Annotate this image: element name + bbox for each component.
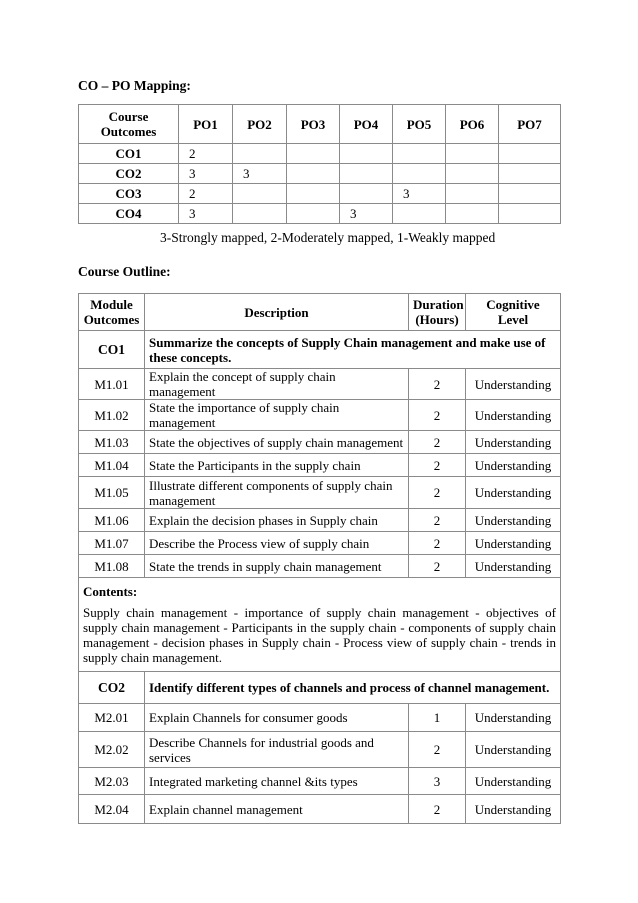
module-cognitive-level: Understanding — [466, 704, 561, 732]
module-description: Illustrate different components of supply chain management — [145, 477, 409, 509]
module-id: M1.07 — [79, 532, 145, 555]
mapping-row — [79, 204, 561, 224]
mapping-cell — [340, 184, 393, 204]
mapping-cell — [233, 144, 287, 164]
mapping-cell — [446, 144, 499, 164]
module-id: M1.02 — [79, 400, 145, 431]
mapping-co-label: CO4 — [79, 204, 179, 224]
mapping-cell: 2 — [179, 184, 233, 204]
mapping-cell — [340, 144, 393, 164]
module-row — [79, 400, 561, 431]
module-cognitive-level: Understanding — [466, 532, 561, 555]
module-row — [79, 704, 561, 732]
module-id: M1.01 — [79, 369, 145, 400]
mapping-cell: 3 — [340, 204, 393, 224]
mapping-cell — [340, 164, 393, 184]
mapping-cell — [233, 184, 287, 204]
co2-label: CO2 — [79, 672, 145, 704]
module-id: M2.03 — [79, 768, 145, 795]
module-id: M1.03 — [79, 431, 145, 454]
module-row — [79, 454, 561, 477]
header-po6: PO6 — [446, 105, 499, 144]
module-duration: 2 — [409, 400, 466, 431]
co2-row — [79, 672, 561, 704]
mapping-cell — [499, 144, 561, 164]
module-row — [79, 431, 561, 454]
mapping-cell — [499, 204, 561, 224]
mapping-co-label: CO2 — [79, 164, 179, 184]
module-description: State the trends in supply chain management — [145, 555, 409, 578]
header-po1: PO1 — [179, 105, 233, 144]
module-duration: 2 — [409, 369, 466, 400]
module-id: M2.04 — [79, 795, 145, 824]
mapping-cell — [446, 184, 499, 204]
mapping-row — [79, 164, 561, 184]
module-id: M1.04 — [79, 454, 145, 477]
module-duration: 2 — [409, 555, 466, 578]
header-course-outcomes: Course Outcomes — [79, 105, 179, 144]
module-row — [79, 369, 561, 400]
module-cognitive-level: Understanding — [466, 509, 561, 532]
module-row — [79, 732, 561, 768]
header-po5: PO5 — [393, 105, 446, 144]
module-description: State the importance of supply chain management — [145, 400, 409, 431]
contents-title: Contents: — [83, 584, 138, 599]
module-description: Explain the decision phases in Supply chain — [145, 509, 409, 532]
module-description: Describe Channels for industrial goods and services — [145, 732, 409, 768]
module-description: Explain Channels for consumer goods — [145, 704, 409, 732]
module-duration: 1 — [409, 704, 466, 732]
module-duration: 2 — [409, 509, 466, 532]
module-duration: 2 — [409, 477, 466, 509]
mapping-cell — [446, 204, 499, 224]
mapping-cell — [287, 184, 340, 204]
contents-text: Supply chain management - importance of supply chain management - objectives of supply chain management - Participants in the supply chain - components of supply chain management - decision phases in Supply chain - Process view of supply chain - trends in supply chain management. — [83, 605, 556, 665]
module-cognitive-level: Understanding — [466, 555, 561, 578]
header-po4: PO4 — [340, 105, 393, 144]
module-row — [79, 509, 561, 532]
header-po7: PO7 — [499, 105, 561, 144]
mapping-cell — [393, 204, 446, 224]
mapping-cell — [446, 164, 499, 184]
header-description: Description — [145, 294, 409, 331]
mapping-co-label: CO1 — [79, 144, 179, 164]
module-cognitive-level: Understanding — [466, 768, 561, 795]
module-cognitive-level: Understanding — [466, 369, 561, 400]
co1-label: CO1 — [79, 331, 145, 369]
header-duration: Duration (Hours) — [409, 294, 466, 331]
mapping-row — [79, 144, 561, 164]
module-description: State the objectives of supply chain management — [145, 431, 409, 454]
mapping-cell: 3 — [393, 184, 446, 204]
module-row — [79, 477, 561, 509]
module-cognitive-level: Understanding — [466, 454, 561, 477]
module-description: Integrated marketing channel &its types — [145, 768, 409, 795]
contents-row — [79, 578, 561, 672]
module-id: M1.08 — [79, 555, 145, 578]
module-duration: 2 — [409, 454, 466, 477]
module-id: M2.02 — [79, 732, 145, 768]
contents-cell — [79, 578, 561, 672]
header-po3: PO3 — [287, 105, 340, 144]
mapping-cell — [499, 184, 561, 204]
module-description: State the Participants in the supply chain — [145, 454, 409, 477]
module-row — [79, 555, 561, 578]
module-row — [79, 532, 561, 555]
module-row — [79, 795, 561, 824]
mapping-cell — [287, 164, 340, 184]
module-cognitive-level: Understanding — [466, 431, 561, 454]
module-row — [79, 768, 561, 795]
module-description: Explain the concept of supply chain management — [145, 369, 409, 400]
module-id: M1.06 — [79, 509, 145, 532]
mapping-legend: 3-Strongly mapped, 2-Moderately mapped, 1-Weakly mapped — [160, 230, 496, 245]
co-po-mapping-table — [78, 104, 561, 224]
module-description: Describe the Process view of supply chain — [145, 532, 409, 555]
module-cognitive-level: Understanding — [466, 732, 561, 768]
module-duration: 2 — [409, 795, 466, 824]
mapping-cell: 2 — [179, 144, 233, 164]
header-cognitive-level: Cognitive Level — [466, 294, 561, 331]
co1-description: Summarize the concepts of Supply Chain management and make use of these concepts. — [145, 331, 561, 369]
co1-row — [79, 331, 561, 369]
outline-header-row — [79, 294, 561, 331]
mapping-cell — [393, 164, 446, 184]
module-id: M2.01 — [79, 704, 145, 732]
mapping-cell — [233, 204, 287, 224]
mapping-cell — [287, 204, 340, 224]
mapping-cell: 3 — [233, 164, 287, 184]
mapping-cell — [393, 144, 446, 164]
module-cognitive-level: Understanding — [466, 400, 561, 431]
course-outline-table — [78, 293, 561, 824]
header-module-outcomes: Module Outcomes — [79, 294, 145, 331]
module-duration: 3 — [409, 768, 466, 795]
course-outline-heading: Course Outline: — [78, 264, 171, 279]
module-description: Explain channel management — [145, 795, 409, 824]
mapping-co-label: CO3 — [79, 184, 179, 204]
module-duration: 2 — [409, 732, 466, 768]
header-po2: PO2 — [233, 105, 287, 144]
module-duration: 2 — [409, 431, 466, 454]
mapping-row — [79, 184, 561, 204]
module-cognitive-level: Understanding — [466, 795, 561, 824]
mapping-cell: 3 — [179, 204, 233, 224]
module-cognitive-level: Understanding — [466, 477, 561, 509]
co2-description: Identify different types of channels and process of channel management. — [145, 672, 561, 704]
mapping-header-row — [79, 105, 561, 144]
mapping-cell: 3 — [179, 164, 233, 184]
co-po-mapping-heading: CO – PO Mapping: — [78, 78, 191, 93]
mapping-cell — [287, 144, 340, 164]
module-id: M1.05 — [79, 477, 145, 509]
module-duration: 2 — [409, 532, 466, 555]
mapping-cell — [499, 164, 561, 184]
